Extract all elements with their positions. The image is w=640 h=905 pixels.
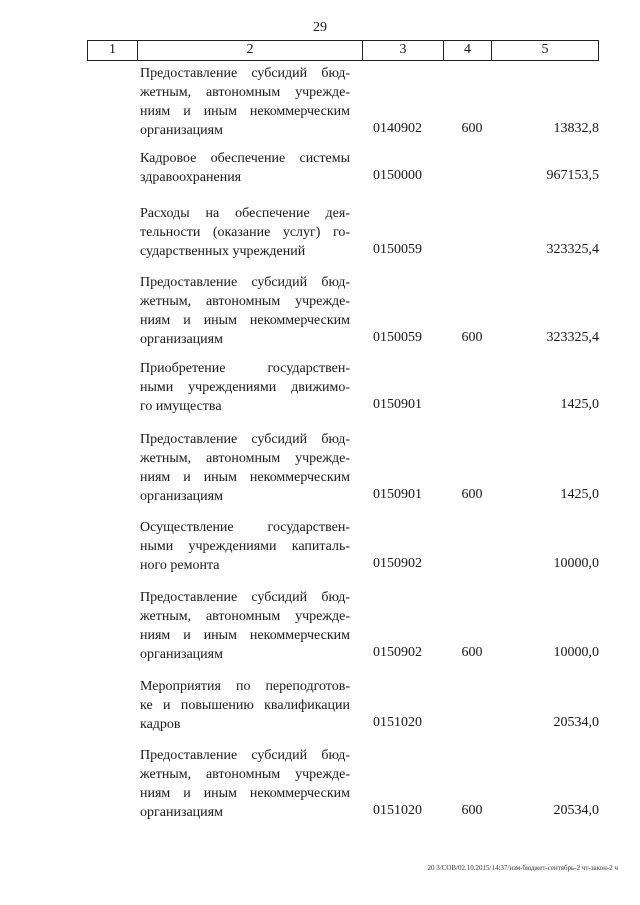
description-line: жетным, автономным учрежде- bbox=[140, 451, 350, 466]
row-expense-type: 600 bbox=[461, 330, 483, 345]
description-line: го имущества bbox=[140, 399, 222, 414]
description-line: Осуществление государствен- bbox=[140, 520, 350, 535]
column-header-4: 4 bbox=[443, 41, 491, 60]
row-code: 0150902 bbox=[373, 556, 422, 571]
description-line: Предоставление субсидий бюд- bbox=[140, 590, 350, 605]
description-line: организациям bbox=[140, 489, 223, 504]
row-description bbox=[140, 430, 350, 506]
column-header-5: 5 bbox=[491, 41, 599, 60]
row-code: 0150000 bbox=[373, 168, 422, 183]
row-amount: 323325,4 bbox=[546, 242, 599, 257]
description-line: Мероприятия по переподготов- bbox=[140, 679, 350, 694]
description-line: Расходы на обеспечение дея- bbox=[140, 206, 350, 221]
row-code: 0151020 bbox=[373, 803, 422, 818]
row-code: 0150059 bbox=[373, 330, 422, 345]
description-line: ке и повышению квалификации bbox=[140, 698, 350, 713]
document-footer: 20 3/СОВ/02.10.2015/14:37/изм-бюджет-сентябрь-2 чт-закон-2 ч bbox=[427, 864, 618, 872]
row-description bbox=[140, 588, 350, 664]
row-code: 0150902 bbox=[373, 645, 422, 660]
row-code: 0150059 bbox=[373, 242, 422, 257]
description-line: ниям и иным некоммерческим bbox=[140, 470, 350, 485]
row-description bbox=[140, 359, 350, 416]
row-amount: 10000,0 bbox=[553, 556, 599, 571]
row-code: 0151020 bbox=[373, 715, 422, 730]
row-amount: 13832,8 bbox=[553, 121, 599, 136]
row-description bbox=[140, 64, 350, 140]
row-code: 0150901 bbox=[373, 487, 422, 502]
description-line: тельности (оказание услуг) го- bbox=[140, 225, 350, 240]
description-line: ниям и иным некоммерческим bbox=[140, 628, 350, 643]
row-expense-type: 600 bbox=[461, 803, 483, 818]
description-line: жетным, автономным учрежде- bbox=[140, 294, 350, 309]
description-line: жетным, автономным учрежде- bbox=[140, 85, 350, 100]
row-expense-type: 600 bbox=[461, 121, 483, 136]
row-amount: 1425,0 bbox=[560, 397, 599, 412]
row-amount: 20534,0 bbox=[553, 715, 599, 730]
description-line: ниям и иным некоммерческим bbox=[140, 786, 350, 801]
description-line: жетным, автономным учрежде- bbox=[140, 767, 350, 782]
table-header bbox=[87, 40, 599, 61]
row-description bbox=[140, 677, 350, 734]
description-line: ного ремонта bbox=[140, 558, 220, 573]
row-description bbox=[140, 149, 350, 187]
row-description bbox=[140, 746, 350, 822]
description-line: Приобретение государствен- bbox=[140, 361, 350, 376]
description-line: Предоставление субсидий бюд- bbox=[140, 432, 350, 447]
description-line: сударственных учреждений bbox=[140, 244, 306, 259]
row-description bbox=[140, 204, 350, 261]
row-amount: 967153,5 bbox=[546, 168, 599, 183]
description-line: ниям и иным некоммерческим bbox=[140, 104, 350, 119]
description-line: организациям bbox=[140, 123, 223, 138]
column-header-3: 3 bbox=[362, 41, 443, 60]
page-number: 29 bbox=[313, 20, 327, 35]
description-line: ниям и иным некоммерческим bbox=[140, 313, 350, 328]
description-line: Предоставление субсидий бюд- bbox=[140, 275, 350, 290]
row-description bbox=[140, 273, 350, 349]
row-amount: 20534,0 bbox=[553, 803, 599, 818]
row-code: 0140902 bbox=[373, 121, 422, 136]
description-line: здравоохранения bbox=[140, 170, 242, 185]
row-code: 0150901 bbox=[373, 397, 422, 412]
description-line: организациям bbox=[140, 805, 223, 820]
row-expense-type: 600 bbox=[461, 645, 483, 660]
column-header-1: 1 bbox=[87, 41, 137, 60]
row-expense-type: 600 bbox=[461, 487, 483, 502]
description-line: Предоставление субсидий бюд- bbox=[140, 66, 350, 81]
description-line: кадров bbox=[140, 717, 181, 732]
row-description bbox=[140, 518, 350, 575]
description-line: организациям bbox=[140, 332, 223, 347]
description-line: Предоставление субсидий бюд- bbox=[140, 748, 350, 763]
row-amount: 323325,4 bbox=[546, 330, 599, 345]
row-amount: 10000,0 bbox=[553, 645, 599, 660]
description-line: ными учреждениями движимо- bbox=[140, 380, 350, 395]
row-amount: 1425,0 bbox=[560, 487, 599, 502]
description-line: жетным, автономным учрежде- bbox=[140, 609, 350, 624]
description-line: Кадровое обеспечение системы bbox=[140, 151, 350, 166]
description-line: ными учреждениями капиталь- bbox=[140, 539, 350, 554]
description-line: организациям bbox=[140, 647, 223, 662]
column-header-2: 2 bbox=[137, 41, 362, 60]
